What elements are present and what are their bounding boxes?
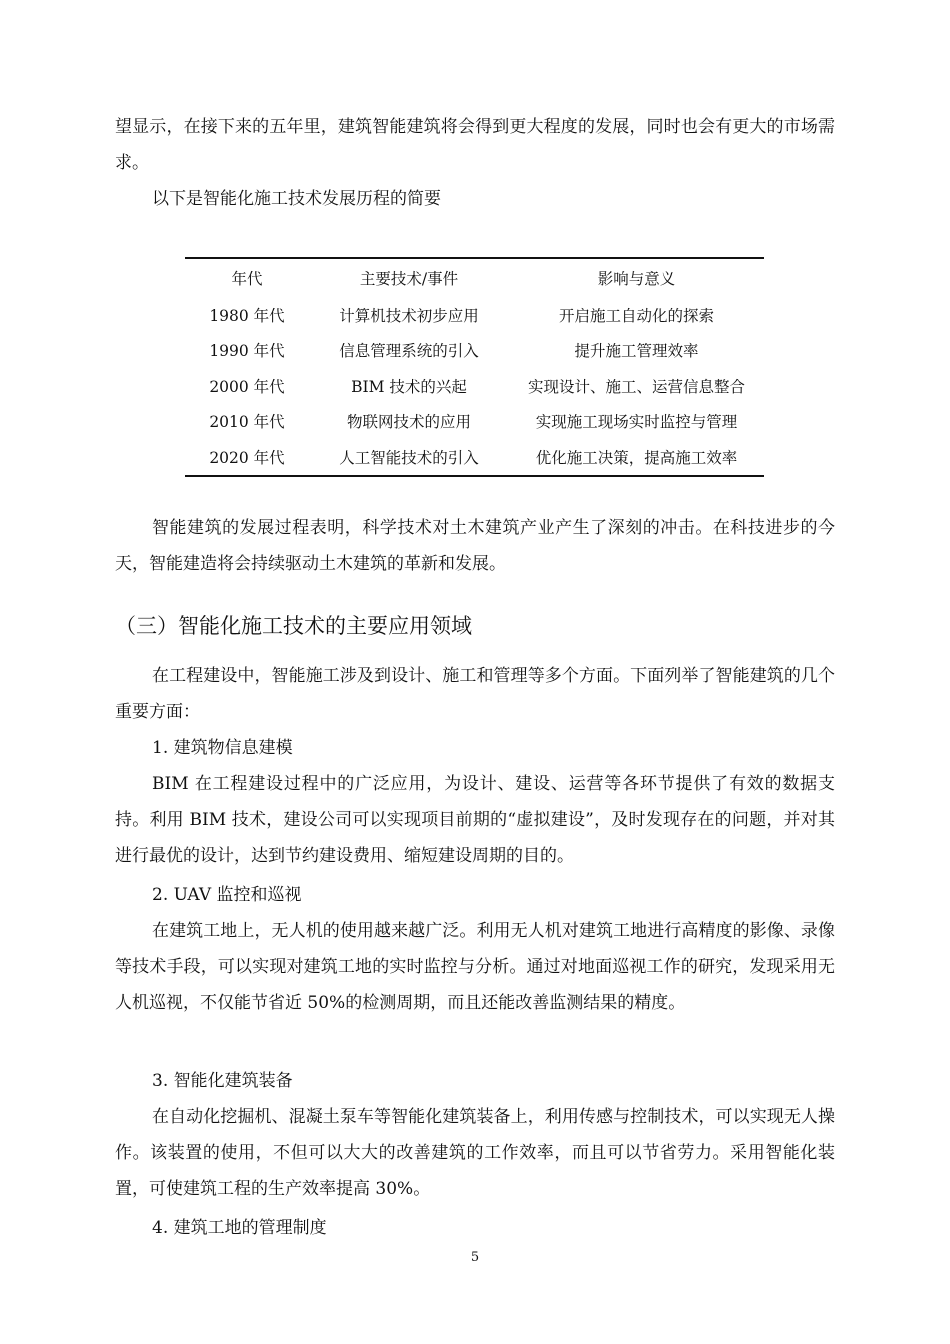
table-cell: 物联网技术的应用	[346, 413, 471, 432]
header-impact: 影响与意义	[509, 258, 764, 297]
table-row	[185, 333, 764, 369]
table-row	[185, 368, 764, 404]
table-cell: 开启施工自动化的探索	[558, 306, 714, 325]
paragraph-development-conclusion: 智能建筑的发展过程表明，科学技术对土木建筑产业产生了深刻的冲击。在科技进步的今天，智能建造将会持续驱动土木建筑的革新和发展。	[115, 518, 835, 574]
header-technology: 主要技术/事件	[309, 258, 509, 297]
table-cell: 优化施工决策，提高施工效率	[509, 439, 764, 476]
list-item-title-equipment: 3. 智能化建筑装备	[152, 1071, 293, 1091]
table-row	[185, 404, 764, 440]
paragraph-equipment: 在自动化挖掘机、混凝土泵车等智能化建筑装备上，利用传感与控制技术，可以实现无人操作。该装置的使用，不但可以大大的改善建筑的工作效率，而且可以节省劳力。采用智能化装置，可使建筑工程的生产效率提高 30%。	[115, 1107, 835, 1199]
table-row	[185, 297, 764, 333]
table-cell: BIM 技术的兴起	[351, 377, 467, 396]
table-cell: 信息管理系统的引入	[339, 342, 479, 361]
section-heading: （三）智能化施工技术的主要应用领域	[115, 614, 472, 638]
paragraph-application-intro: 在工程建设中，智能施工涉及到设计、施工和管理等多个方面。下面列举了智能建筑的几个重要方面：	[115, 666, 835, 722]
paragraph-bim: BIM 在工程建设过程中的广泛应用，为设计、建设、运营等各环节提供了有效的数据支持。利用 BIM 技术，建设公司可以实现项目前期的“虚拟建设”，及时发现存在的问题，并对其进行最优的设计，达到节约建设费用、缩短建设周期的目的。	[115, 774, 835, 866]
page-number: 5	[470, 1250, 480, 1265]
table-cell: 实现设计、施工、运营信息整合	[527, 377, 745, 396]
list-item-title-site-management: 4. 建筑工地的管理制度	[152, 1218, 327, 1238]
paragraph-market-outlook: 望显示，在接下来的五年里，建筑智能建筑将会得到更大程度的发展，同时也会有更大的市场需求。	[115, 117, 835, 173]
table-cell: 2020 年代	[185, 439, 309, 476]
table-cell: 提升施工管理效率	[574, 342, 699, 361]
paragraph-uav: 在建筑工地上，无人机的使用越来越广泛。利用无人机对建筑工地进行高精度的影像、录像等技术手段，可以实现对建筑工地的实时监控与分析。通过对地面巡视工作的研究，发现采用无人机巡视，不仅能节省近 50%的检测周期，而且还能改善监测结果的精度。	[115, 921, 835, 1013]
table-cell: 1980 年代	[209, 306, 285, 325]
history-table	[185, 257, 764, 477]
table-row	[185, 439, 764, 476]
table-cell: 人工智能技术的引入	[309, 439, 509, 476]
table-cell: 2000 年代	[209, 377, 285, 396]
table-header-row	[185, 258, 764, 297]
development-history-table	[185, 257, 764, 477]
table-cell: 计算机技术初步应用	[339, 306, 479, 325]
header-era: 年代	[185, 258, 309, 297]
table-cell: 实现施工现场实时监控与管理	[535, 413, 738, 432]
table-cell: 2010 年代	[209, 413, 285, 432]
list-item-title-uav: 2. UAV 监控和巡视	[152, 885, 302, 905]
paragraph-table-intro: 以下是智能化施工技术发展历程的简要	[152, 189, 441, 209]
list-item-title-bim: 1. 建筑物信息建模	[152, 738, 293, 758]
table-cell: 1990 年代	[209, 342, 285, 361]
